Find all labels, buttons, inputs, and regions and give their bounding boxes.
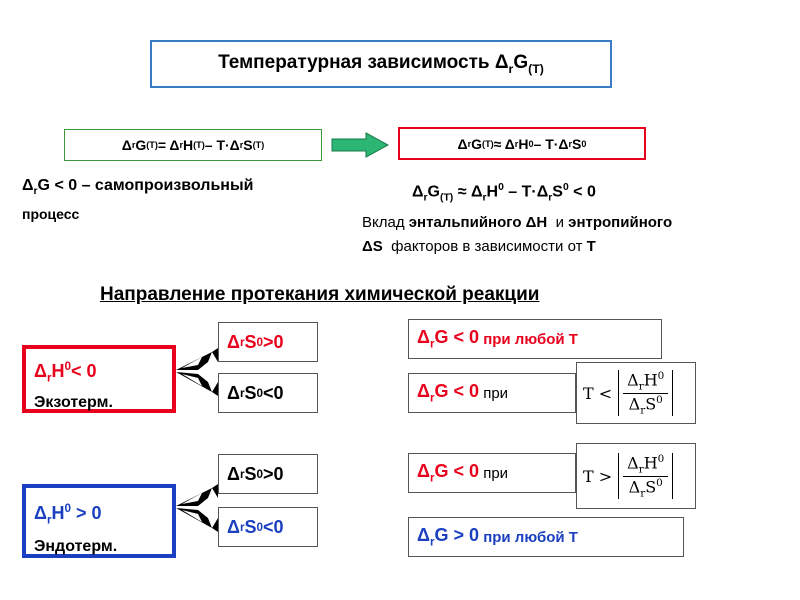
formula-1-abs [618,370,673,416]
result-any-t-negative [408,319,662,359]
formula-1-numerator: $\Delta_rH^0$ [623,370,668,394]
equation-general-box: Δ r G (T) = Δ r H (T) – T·Δ r S (T) [64,129,322,161]
endothermic-label: Эндотерм. [34,537,118,555]
formula-t-greater [576,443,696,509]
formula-1-denominator: $\Delta_rS^0$ [628,393,663,417]
spontaneous-note-line2: процесс [22,206,80,223]
spontaneous-note [22,175,253,225]
result-low-t [408,373,576,413]
section-subtitle: Направление протекания химической реакции [100,284,540,305]
formula-t-less [576,362,696,424]
exo-branch-arrows-icon [172,340,220,410]
factor-note [362,176,672,259]
endo-entropy-negative-box: Δ r S 0 <0 [218,507,318,547]
formula-2-lhs: T > [583,466,613,486]
right-arrow-icon [330,131,390,159]
endothermic-box [22,484,176,558]
equation-approx-box: Δ r G (T) ≈ Δ r H 0 – T·Δ r S 0 [398,127,646,160]
title-box [150,40,612,88]
endo-entropy-positive-box: Δ r S 0 >0 [218,454,318,494]
endothermic-enthalpy: $\Delta_rH^0 > 0$ [34,502,102,527]
result-4-tail: при любой T [479,528,578,546]
result-4-main: $\Delta_rG > 0$ [417,525,480,549]
result-3-tail: при [479,464,509,482]
endo-branch-arrows-icon [172,476,220,546]
result-1-tail: при любой T [479,330,578,348]
formula-1-lhs: T < [583,383,613,403]
exo-entropy-negative-box: Δ r S 0 <0 [218,373,318,413]
formula-2-numerator: $\Delta_rH^0$ [623,453,668,477]
factor-note-line1: $\Delta_rG_{(T)} \approx \Delta_rH^0 - T\cdot\Delta_rS^0 < 0$ [412,182,596,204]
result-1-main: $\Delta_rG < 0$ [417,327,480,351]
result-high-t [408,453,576,493]
result-2-main: $\Delta_rG < 0$ [417,381,480,405]
formula-2-abs [618,453,673,499]
exothermic-box [22,345,176,413]
exothermic-enthalpy: $\Delta_rH^0< 0$ [34,360,97,385]
formula-2-denominator: $\Delta_rS^0$ [628,476,663,500]
page-title: Температурная зависимость $\Delta_rG_{(T)}$ [218,52,544,76]
factor-note-line2: Вклад энтальпийного ΔH и энтропийного [362,213,673,231]
exothermic-label: Экзотерм. [34,393,113,411]
result-any-t-positive [408,517,684,557]
result-3-main: $\Delta_rG < 0$ [417,461,480,485]
factor-note-line3: ΔS факторов в зависимости от T [362,237,596,255]
spontaneous-note-line1: $\Delta_rG < 0$ – самопроизвольный [22,177,254,198]
exo-entropy-positive-box: Δ r S 0 >0 [218,322,318,362]
result-2-tail: при [479,384,509,402]
